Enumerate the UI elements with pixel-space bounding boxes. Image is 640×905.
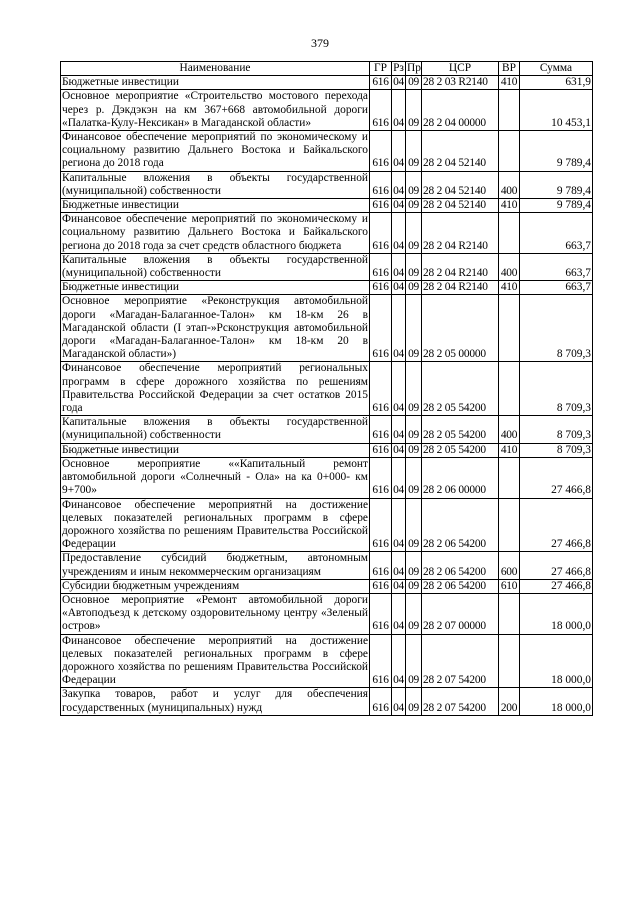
header-sum: Сумма bbox=[520, 62, 593, 76]
cell-gr: 616 bbox=[370, 634, 392, 688]
cell-sum: 27 466,8 bbox=[520, 552, 593, 579]
cell-gr: 616 bbox=[370, 213, 392, 254]
cell-sum: 9 789,4 bbox=[520, 171, 593, 198]
table-row bbox=[61, 552, 593, 579]
cell-pr: 09 bbox=[406, 76, 422, 90]
table-row bbox=[61, 593, 593, 634]
cell-name: Финансовое обеспечение мероприятий на достижение целевых показателей региональных программ в сфере дорожного хозяйства по решениям Правительства Российской Федерации bbox=[62, 634, 368, 687]
header-rz: Рз bbox=[393, 62, 404, 74]
cell-pr: 09 bbox=[406, 457, 422, 498]
cell-csr: 28 2 04 52140 bbox=[422, 171, 499, 198]
cell-vr: 400 bbox=[499, 253, 520, 280]
cell-pr: 09 bbox=[406, 171, 422, 198]
cell-vr bbox=[499, 457, 520, 498]
cell-pr: 09 bbox=[406, 281, 422, 295]
cell-csr: 28 2 04 R2140 bbox=[422, 213, 499, 254]
cell-vr: 600 bbox=[499, 552, 520, 579]
cell-gr: 616 bbox=[370, 552, 392, 579]
cell-sum: 663,7 bbox=[520, 281, 593, 295]
cell-name: Капитальные вложения в объекты государственной (муниципальной) собственности bbox=[62, 416, 368, 442]
cell-gr: 616 bbox=[370, 171, 392, 198]
cell-name: Основное мероприятие ««Капитальный ремонт автомобильной дороги «Солнечный - Ола» на ка 0+000- км 9+700» bbox=[62, 457, 368, 497]
table-row bbox=[61, 281, 593, 295]
table-row bbox=[61, 171, 593, 198]
cell-rz: 04 bbox=[392, 688, 406, 715]
cell-csr: 28 2 04 52140 bbox=[422, 199, 499, 213]
cell-csr: 28 2 07 00000 bbox=[422, 593, 499, 634]
cell-name: Закупка товаров, работ и услуг для обеспечения государственных (муниципальных) нужд bbox=[62, 688, 368, 714]
cell-name: Субсидии бюджетным учреждениям bbox=[61, 579, 370, 593]
cell-csr: 28 2 06 54200 bbox=[422, 579, 499, 593]
cell-rz: 04 bbox=[392, 498, 406, 552]
cell-csr: 28 2 05 54200 bbox=[422, 416, 499, 443]
cell-pr: 09 bbox=[406, 295, 422, 362]
cell-csr: 28 2 06 00000 bbox=[422, 457, 499, 498]
cell-pr: 09 bbox=[406, 593, 422, 634]
cell-sum: 18 000,0 bbox=[520, 634, 593, 688]
cell-name: Финансовое обеспечение мероприятий по экономическому и социальному развитию Дальнего Востока и Байкальского региона до 2018 года bbox=[62, 131, 368, 170]
cell-pr: 09 bbox=[406, 362, 422, 416]
cell-sum: 8 709,3 bbox=[520, 443, 593, 457]
cell-gr: 616 bbox=[370, 295, 392, 362]
cell-vr bbox=[499, 213, 520, 254]
header-csr: ЦСР bbox=[422, 62, 499, 76]
cell-rz: 04 bbox=[392, 457, 406, 498]
cell-gr: 616 bbox=[370, 416, 392, 443]
table-header-row bbox=[61, 62, 593, 76]
cell-csr: 28 2 04 R2140 bbox=[422, 281, 499, 295]
cell-vr bbox=[499, 362, 520, 416]
cell-gr: 616 bbox=[370, 688, 392, 715]
cell-pr: 09 bbox=[406, 443, 422, 457]
header-pr: Пр bbox=[407, 62, 421, 74]
cell-vr: 410 bbox=[499, 281, 520, 295]
cell-pr: 09 bbox=[406, 90, 422, 131]
cell-sum: 631,9 bbox=[520, 76, 593, 90]
cell-rz: 04 bbox=[393, 76, 404, 89]
cell-rz: 04 bbox=[393, 579, 404, 592]
cell-vr: 410 bbox=[499, 76, 520, 90]
cell-rz: 04 bbox=[392, 593, 406, 634]
cell-csr: 28 2 07 54200 bbox=[422, 688, 499, 715]
cell-rz: 04 bbox=[392, 171, 406, 198]
cell-rz: 04 bbox=[392, 416, 406, 443]
cell-sum: 8 709,3 bbox=[520, 416, 593, 443]
cell-pr: 09 bbox=[406, 213, 422, 254]
table-row bbox=[61, 253, 593, 280]
cell-csr: 28 2 04 00000 bbox=[422, 90, 499, 131]
table-row bbox=[61, 199, 593, 213]
budget-table bbox=[60, 61, 593, 716]
cell-csr: 28 2 05 00000 bbox=[422, 295, 499, 362]
cell-csr: 28 2 06 54200 bbox=[422, 552, 499, 579]
cell-pr: 09 bbox=[406, 498, 422, 552]
cell-name: Финансовое обеспечение мероприятий по экономическому и социальному развитию Дальнего Востока и Байкальского региона до 2018 года за счет средств областного бюджета bbox=[62, 213, 368, 252]
cell-vr: 410 bbox=[499, 443, 520, 457]
cell-csr: 28 2 03 R2140 bbox=[422, 76, 499, 90]
cell-gr: 616 bbox=[370, 199, 392, 213]
table-body bbox=[61, 76, 593, 716]
cell-sum: 18 000,0 bbox=[520, 688, 593, 715]
cell-sum: 18 000,0 bbox=[520, 593, 593, 634]
cell-rz: 04 bbox=[392, 362, 406, 416]
cell-rz: 04 bbox=[392, 295, 406, 362]
cell-rz: 04 bbox=[392, 131, 406, 172]
cell-name: Капитальные вложения в объекты государственной (муниципальной) собственности bbox=[62, 171, 368, 197]
table-row bbox=[61, 213, 593, 254]
cell-rz: 04 bbox=[392, 634, 406, 688]
cell-pr: 09 bbox=[406, 253, 422, 280]
cell-sum: 27 466,8 bbox=[520, 579, 593, 593]
cell-sum: 27 466,8 bbox=[520, 457, 593, 498]
cell-pr: 09 bbox=[406, 199, 422, 213]
cell-gr: 616 bbox=[370, 498, 392, 552]
table-row bbox=[61, 362, 593, 416]
table-row bbox=[61, 498, 593, 552]
cell-vr: 400 bbox=[499, 416, 520, 443]
cell-sum: 9 789,4 bbox=[520, 131, 593, 172]
cell-rz: 04 bbox=[393, 443, 404, 456]
cell-pr: 09 bbox=[406, 552, 422, 579]
header-name: Наименование bbox=[61, 62, 370, 76]
cell-csr: 28 2 06 54200 bbox=[422, 498, 499, 552]
cell-sum: 8 709,3 bbox=[520, 295, 593, 362]
cell-pr: 09 bbox=[406, 579, 422, 593]
cell-name: Бюджетные инвестиции bbox=[61, 443, 370, 457]
cell-name: Финансовое обеспечение мероприятнй на достижение целевых показателей региональных программ в сфере дорожного хозяйства по решениям Правительства Российской Федерации bbox=[62, 498, 368, 551]
cell-name: Бюджетные инвестиции bbox=[61, 281, 370, 295]
cell-vr bbox=[499, 593, 520, 634]
cell-rz: 04 bbox=[392, 90, 406, 131]
table-row bbox=[61, 295, 593, 362]
cell-vr bbox=[499, 295, 520, 362]
header-gr: ГР bbox=[370, 62, 392, 76]
table-row bbox=[61, 443, 593, 457]
cell-rz: 04 bbox=[393, 199, 404, 212]
cell-gr: 616 bbox=[370, 457, 392, 498]
cell-rz: 04 bbox=[392, 552, 406, 579]
cell-name: Основное мероприятие «Строительство мостового перехода через р. Дэкдэкэн на км 367+668 автомобильной дороги «Палатка-Кулу-Нексикан» в Магаданской области» bbox=[62, 90, 368, 129]
cell-sum: 663,7 bbox=[520, 213, 593, 254]
cell-vr bbox=[499, 131, 520, 172]
cell-rz: 04 bbox=[392, 253, 406, 280]
cell-gr: 616 bbox=[370, 131, 392, 172]
cell-gr: 616 bbox=[370, 593, 392, 634]
cell-vr: 400 bbox=[499, 171, 520, 198]
table-row bbox=[61, 416, 593, 443]
cell-gr: 616 bbox=[370, 90, 392, 131]
table-row bbox=[61, 76, 593, 90]
cell-vr bbox=[499, 498, 520, 552]
cell-gr: 616 bbox=[370, 579, 392, 593]
table-row bbox=[61, 688, 593, 715]
cell-csr: 28 2 05 54200 bbox=[422, 443, 499, 457]
cell-csr: 28 2 05 54200 bbox=[422, 362, 499, 416]
cell-gr: 616 bbox=[370, 362, 392, 416]
cell-name: Основное мероприятие «Реконструкция автомобильной дороги «Магадан-Балаганное-Талон» км 18-км 26 в Магаданской области (I этап-»Рсконструкция автомобильной дороги «Магадан-Балаганное-Талон» км 18-км 20 в Магаданской области») bbox=[62, 295, 368, 361]
cell-sum: 663,7 bbox=[520, 253, 593, 280]
cell-csr: 28 2 04 R2140 bbox=[422, 253, 499, 280]
cell-gr: 616 bbox=[370, 253, 392, 280]
cell-name: Бюджетные инвестиции bbox=[61, 199, 370, 213]
cell-csr: 28 2 04 52140 bbox=[422, 131, 499, 172]
cell-name: Капитальные вложения в объекты государственной (муниципальной) собственности bbox=[62, 253, 368, 280]
table-row bbox=[61, 457, 593, 498]
table-row bbox=[61, 579, 593, 593]
table-row bbox=[61, 634, 593, 688]
cell-vr: 200 bbox=[499, 688, 520, 715]
cell-sum: 8 709,3 bbox=[520, 362, 593, 416]
cell-pr: 09 bbox=[406, 131, 422, 172]
cell-gr: 616 bbox=[370, 443, 392, 457]
cell-sum: 27 466,8 bbox=[520, 498, 593, 552]
cell-name: Основное мероприятие «Ремонт автомобильной дороги «Автоподъезд к детскому оздоровительному центру «Зеленый остров» bbox=[62, 593, 368, 633]
cell-rz: 04 bbox=[393, 281, 404, 294]
cell-sum: 9 789,4 bbox=[520, 199, 593, 213]
header-vr: ВР bbox=[499, 62, 520, 76]
page-number: 379 bbox=[311, 36, 329, 50]
cell-pr: 09 bbox=[406, 416, 422, 443]
cell-name: Предоставление субсидий бюджетным, автономным учреждениям и иным некоммерческим организациям bbox=[62, 552, 368, 578]
table-row bbox=[61, 131, 593, 172]
cell-pr: 09 bbox=[406, 688, 422, 715]
cell-vr bbox=[499, 90, 520, 131]
cell-vr bbox=[499, 634, 520, 688]
cell-gr: 616 bbox=[370, 76, 392, 90]
cell-name: Финансовое обеспечение мероприятий региональных программ в сфере дорожного хозяйства по решениям Правительства Российской Федерации за счет остатков 2015 года bbox=[62, 362, 368, 415]
cell-name: Бюджетные инвестиции bbox=[61, 76, 370, 90]
cell-vr: 410 bbox=[499, 199, 520, 213]
table-row bbox=[61, 90, 593, 131]
cell-gr: 616 bbox=[370, 281, 392, 295]
cell-rz: 04 bbox=[392, 213, 406, 254]
cell-csr: 28 2 07 54200 bbox=[422, 634, 499, 688]
cell-vr: 610 bbox=[499, 579, 520, 593]
cell-sum: 10 453,1 bbox=[520, 90, 593, 131]
cell-pr: 09 bbox=[406, 634, 422, 688]
